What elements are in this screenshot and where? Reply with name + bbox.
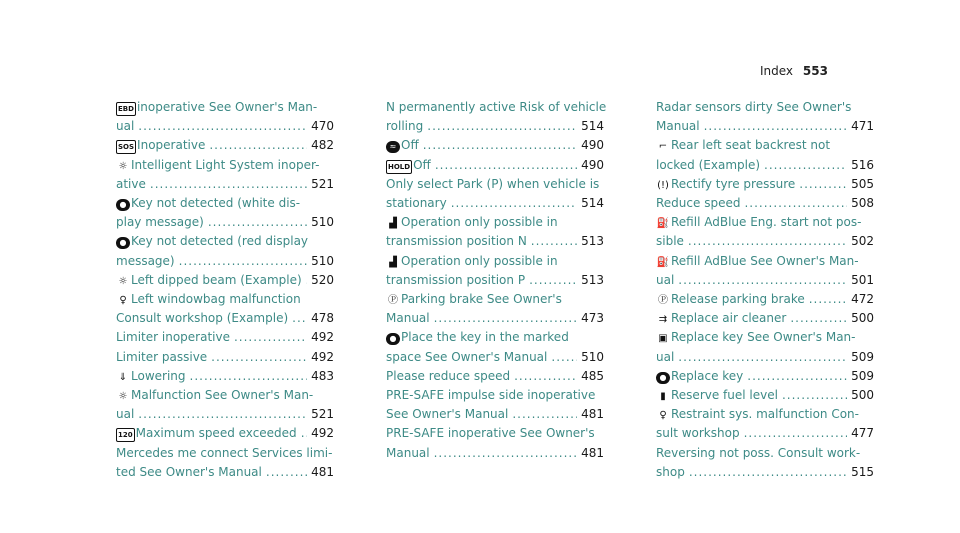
leader-dots — [512, 405, 577, 424]
leader-dots — [678, 271, 847, 290]
index-entry-line — [656, 309, 874, 328]
index-entry-text: Reversing not poss. Consult work- — [656, 445, 861, 460]
index-entry-text: Refill AdBlue See Owner's Man- — [671, 253, 859, 268]
airbag-icon: ♀ — [659, 410, 667, 422]
index-entry-line — [116, 424, 334, 443]
page-reference[interactable]: 520 — [311, 272, 334, 287]
index-entry[interactable] — [386, 367, 604, 386]
leader-dots — [435, 156, 577, 175]
index-entry-text: Left windowbag malfunction — [131, 292, 301, 307]
index-entry-text: Reduce speed — [656, 196, 741, 211]
index-entry-line — [116, 444, 334, 463]
index-entry[interactable] — [386, 98, 607, 136]
index-entry-line — [386, 348, 604, 367]
index-entry-line — [656, 348, 874, 367]
index-entry[interactable] — [656, 175, 874, 194]
index-entry-line — [656, 405, 874, 424]
page-reference[interactable]: 471 — [851, 119, 874, 134]
index-entry-text: Parking brake See Owner's — [401, 292, 562, 307]
index-entry-line — [386, 424, 604, 443]
index-entry-line — [386, 232, 604, 251]
index-entry-line — [656, 328, 874, 347]
index-entry[interactable] — [116, 290, 334, 328]
index-entry[interactable] — [656, 386, 874, 405]
lowering-icon: ⇓ — [118, 371, 128, 383]
index-entry[interactable] — [656, 194, 874, 213]
adblue-icon: ⛽ — [656, 256, 670, 268]
index-entry-text: Replace key — [671, 368, 744, 383]
index-entry[interactable] — [386, 175, 604, 213]
index-entry-text: Restraint sys. malfunction Con- — [671, 407, 859, 422]
index-entry-text: Off — [413, 157, 431, 172]
index-entry-text: play message) — [116, 215, 204, 230]
index-entry-text: Off — [401, 138, 419, 153]
index-entry-line — [116, 232, 334, 251]
leader-dots — [764, 156, 847, 175]
index-entry-line — [386, 156, 604, 175]
index-entry-line — [116, 98, 334, 117]
page-reference[interactable]: 477 — [851, 426, 874, 441]
index-entry-text: locked (Example) — [656, 157, 761, 172]
index-entry-text: Consult workshop (Example) — [116, 311, 289, 326]
index-column-2 — [386, 98, 607, 463]
index-entry[interactable] — [656, 328, 874, 366]
index-entry-line — [386, 136, 604, 155]
page-reference[interactable]: 481 — [311, 464, 334, 479]
index-entry-line — [656, 156, 874, 175]
leader-dots — [266, 463, 307, 482]
index-entry-line — [386, 117, 604, 136]
leader-dots — [744, 424, 848, 443]
page-reference[interactable]: 513 — [581, 234, 604, 249]
index-entry-text: Operation only possible in — [401, 253, 558, 268]
leader-dots — [301, 424, 307, 443]
light-icon: ☼ — [118, 275, 128, 287]
page-reference[interactable]: 510 — [581, 349, 604, 364]
air-filter-icon: ⇉ — [658, 314, 668, 326]
index-entry-text: ual — [116, 119, 135, 134]
index-entry-line — [386, 194, 604, 213]
page-reference[interactable]: 472 — [851, 292, 874, 307]
leader-dots — [782, 386, 847, 405]
index-entry[interactable] — [116, 98, 334, 136]
leader-dots — [423, 136, 577, 155]
leader-dots — [809, 290, 847, 309]
index-entry-text: Malfunction See Owner's Man- — [131, 388, 314, 403]
index-entry-text: ted See Owner's Manual — [116, 464, 262, 479]
index-entry[interactable] — [386, 252, 604, 290]
index-entry-text: space See Owner's Manual — [386, 349, 548, 364]
index-entry-line — [116, 328, 334, 347]
leader-dots — [744, 194, 847, 213]
leader-dots — [678, 348, 847, 367]
page-header — [760, 64, 828, 78]
traction-off-icon: ≈ — [386, 141, 400, 153]
index-entry[interactable] — [386, 328, 604, 366]
index-entry-text: Place the key in the marked — [401, 330, 569, 345]
leader-dots — [427, 117, 577, 136]
index-entry-line — [386, 367, 604, 386]
index-entry-text: Release parking brake — [671, 292, 805, 307]
index-entry-line — [656, 175, 874, 194]
leader-dots — [747, 367, 847, 386]
index-column-3 — [656, 98, 874, 482]
index-entry-text: Replace key See Owner's Man- — [671, 330, 856, 345]
index-entry[interactable] — [656, 444, 874, 482]
index-entry-line — [116, 252, 334, 271]
leader-dots — [790, 309, 847, 328]
page-reference[interactable]: 505 — [851, 176, 874, 191]
index-entry-line — [656, 444, 874, 463]
index-entry-line — [116, 136, 334, 155]
index-entry-text: sible — [656, 234, 684, 249]
index-entry-text: rolling — [386, 119, 424, 134]
index-title: Index — [760, 64, 794, 78]
index-entry-line — [116, 348, 334, 367]
index-entry-text: ual — [656, 349, 675, 364]
index-entry-text: Operation only possible in — [401, 215, 558, 230]
index-entry-text: See Owner's Manual — [386, 407, 509, 422]
index-entry[interactable] — [386, 424, 604, 462]
index-entry-line — [386, 252, 604, 271]
seat-icon: ⌐ — [658, 141, 668, 153]
leader-dots — [688, 232, 847, 251]
page-reference[interactable]: 521 — [311, 407, 334, 422]
leader-dots — [704, 117, 847, 136]
index-entry-line — [116, 213, 334, 232]
index-entry-text: Manual — [656, 119, 700, 134]
index-entry-text: ual — [116, 407, 135, 422]
page-reference[interactable]: 510 — [311, 253, 334, 268]
page-reference[interactable]: 483 — [311, 368, 334, 383]
page-reference[interactable]: 485 — [581, 368, 604, 383]
index-entry-line — [656, 232, 874, 251]
index-entry-text: inoperative See Owner's Man- — [136, 100, 318, 114]
parking-brake-icon: Ⓟ — [388, 295, 398, 307]
key-battery-icon: ▣ — [658, 333, 668, 345]
leader-dots — [138, 117, 307, 136]
page-reference[interactable]: 508 — [851, 196, 874, 211]
index-entry-text: ative — [116, 176, 146, 191]
fuel-icon: ▮ — [660, 391, 666, 403]
page-reference[interactable]: 501 — [851, 272, 874, 287]
leader-dots — [434, 309, 577, 328]
index-entry[interactable] — [116, 348, 334, 367]
index-entry[interactable] — [386, 290, 604, 328]
key-icon: ● — [116, 199, 130, 211]
page-reference[interactable]: 492 — [311, 330, 334, 345]
index-entry-text: Inoperative — [137, 138, 206, 153]
leader-dots — [209, 136, 307, 155]
hold-icon: HOLD — [386, 160, 412, 174]
index-entry-line — [116, 156, 334, 175]
leader-dots — [451, 194, 577, 213]
index-entry-line — [656, 271, 874, 290]
leader-dots — [211, 348, 307, 367]
tyre-pressure-icon: (!) — [657, 179, 669, 191]
index-entry[interactable] — [116, 194, 334, 232]
light-icon: ☼ — [118, 160, 128, 172]
index-entry[interactable] — [116, 367, 334, 386]
index-entry-line — [386, 444, 604, 463]
index-entry-text: PRE-SAFE inoperative See Owner's — [386, 426, 595, 441]
page-reference[interactable]: 481 — [581, 445, 604, 460]
index-entry[interactable] — [386, 213, 604, 251]
index-entry-text: Lowering — [131, 368, 186, 383]
index-entry-text: Please reduce speed — [386, 368, 511, 383]
index-entry-line — [116, 405, 334, 424]
index-entry-text: Manual — [386, 445, 430, 460]
index-entry-text: N permanently active Risk of vehicle — [386, 100, 607, 114]
index-entry-text: Reserve fuel level — [671, 388, 778, 403]
index-entry-line — [386, 271, 604, 290]
page-reference[interactable]: 514 — [581, 196, 604, 211]
index-entry-line — [386, 290, 604, 309]
index-entry-line — [656, 463, 874, 482]
leader-dots — [529, 271, 577, 290]
index-entry[interactable] — [116, 386, 334, 424]
index-entry-line — [386, 175, 604, 194]
index-entry-line — [656, 213, 874, 232]
speed-limit-icon: 120 — [116, 428, 135, 442]
index-entry-text: Intelligent Light System inoper- — [131, 157, 320, 172]
index-entry-text: Manual — [386, 311, 430, 326]
index-entry-text: transmission position N — [386, 234, 527, 249]
index-entry-text: message) — [116, 253, 175, 268]
leader-dots — [531, 232, 577, 251]
index-entry[interactable] — [656, 367, 874, 386]
key-icon: ● — [116, 237, 130, 249]
page-reference[interactable]: 473 — [581, 311, 604, 326]
index-entry-line — [116, 290, 334, 309]
index-entry-text: Limiter passive — [116, 349, 208, 364]
index-entry[interactable] — [386, 136, 604, 155]
index-entry-text: PRE-SAFE impulse side inoperative — [386, 388, 596, 403]
page-reference[interactable]: 502 — [851, 234, 874, 249]
leader-dots — [208, 213, 307, 232]
index-entry[interactable] — [116, 156, 334, 194]
index-entry-text: stationary — [386, 196, 447, 211]
page-reference[interactable]: 481 — [581, 407, 604, 422]
index-entry-text: Key not detected (red display — [131, 234, 309, 249]
key-icon: ● — [386, 333, 400, 345]
index-entry-line — [656, 252, 874, 271]
leader-dots — [514, 367, 577, 386]
parking-brake-icon: Ⓟ — [658, 295, 668, 307]
page-reference[interactable]: 490 — [581, 157, 604, 172]
page-number: 553 — [802, 64, 828, 78]
page-reference[interactable]: 492 — [311, 426, 334, 441]
page-reference[interactable]: 509 — [851, 349, 874, 364]
index-entry-line — [116, 367, 334, 386]
foot-brake-icon: ▟ — [389, 256, 397, 268]
index-entry-line — [656, 386, 874, 405]
index-entry-line — [656, 424, 874, 443]
index-entry-line — [116, 463, 334, 482]
page-reference[interactable]: 509 — [851, 368, 874, 383]
index-entry-line — [656, 98, 874, 117]
index-column-1 — [116, 98, 334, 482]
index-entry[interactable] — [116, 328, 334, 347]
foot-brake-icon: ▟ — [389, 218, 397, 230]
index-entry[interactable] — [116, 444, 334, 482]
page-reference[interactable]: 500 — [851, 388, 874, 403]
index-entry[interactable] — [656, 309, 874, 328]
index-entry-text: Mercedes me connect Services limi- — [116, 445, 333, 460]
index-entry[interactable] — [116, 136, 334, 155]
index-entry[interactable] — [656, 252, 874, 290]
index-entry[interactable] — [656, 98, 874, 136]
index-entry-line — [656, 194, 874, 213]
index-entry-line — [386, 405, 604, 424]
index-entry-line — [656, 290, 874, 309]
index-entry-line — [116, 117, 334, 136]
index-entry-line — [386, 328, 604, 347]
index-entry-text: ual — [656, 272, 675, 287]
index-entry-text: Refill AdBlue Eng. start not pos- — [671, 215, 862, 230]
index-entry-text: Rectify tyre pressure — [671, 176, 796, 191]
index-entry-line — [116, 271, 334, 290]
index-entry-line — [116, 386, 334, 405]
page-reference[interactable]: 516 — [851, 157, 874, 172]
index-entry[interactable] — [116, 424, 334, 443]
index-entry-line — [656, 136, 874, 155]
index-entry-text: Radar sensors dirty See Owner's — [656, 100, 852, 114]
index-entry-line — [116, 175, 334, 194]
page-reference[interactable]: 514 — [581, 119, 604, 134]
key-icon: ● — [656, 372, 670, 384]
index-entry-text: Left dipped beam (Example) — [131, 272, 302, 287]
page-reference[interactable]: 510 — [311, 215, 334, 230]
leader-dots — [179, 252, 307, 271]
adblue-icon: ⛽ — [656, 218, 670, 230]
page-reference[interactable]: 482 — [311, 138, 334, 153]
leader-dots — [150, 175, 307, 194]
index-entry-text: Rear left seat backrest not — [671, 138, 831, 153]
leader-dots — [306, 271, 307, 290]
leader-dots — [138, 405, 307, 424]
page-reference[interactable]: 521 — [311, 176, 334, 191]
index-entry-line — [116, 194, 334, 213]
index-entry[interactable] — [656, 213, 874, 251]
index-entry-text: transmission position P — [386, 272, 526, 287]
leader-dots — [551, 348, 577, 367]
sos-icon: SOS — [116, 140, 136, 154]
index-entry-line — [116, 309, 334, 328]
leader-dots — [689, 463, 847, 482]
index-entry[interactable] — [116, 271, 334, 290]
index-entry-line — [656, 367, 874, 386]
leader-dots — [434, 444, 577, 463]
index-entry-line — [386, 309, 604, 328]
index-entry[interactable] — [656, 405, 874, 443]
leader-dots — [190, 367, 308, 386]
leader-dots — [799, 175, 847, 194]
index-entry[interactable] — [656, 136, 874, 174]
index-entry-text: Key not detected (white dis- — [131, 196, 301, 211]
index-entry-text: shop — [656, 464, 685, 479]
airbag-icon: ♀ — [119, 295, 127, 307]
ebd-icon: EBD — [116, 102, 136, 116]
index-entry-line — [386, 213, 604, 232]
index-entry-text: Replace air cleaner — [671, 311, 787, 326]
index-entry-text: sult workshop — [656, 426, 740, 441]
index-entry[interactable] — [116, 232, 334, 270]
light-icon: ☼ — [118, 391, 128, 403]
index-entry-line — [386, 386, 604, 405]
index-entry-line — [386, 98, 607, 117]
page-reference[interactable]: 478 — [311, 311, 334, 326]
index-entry-text: Limiter inoperative — [116, 330, 230, 345]
page-reference[interactable]: 490 — [581, 138, 604, 153]
index-entry-line — [656, 117, 874, 136]
page-reference[interactable]: 492 — [311, 349, 334, 364]
page-reference[interactable]: 515 — [851, 464, 874, 479]
index-entry[interactable] — [656, 290, 874, 309]
index-entry-text: Only select Park (P) when vehicle is — [386, 176, 600, 191]
index-entry-text: Maximum speed exceeded — [135, 426, 297, 441]
index-entry[interactable] — [386, 386, 604, 424]
page-reference[interactable]: 500 — [851, 311, 874, 326]
index-entry[interactable] — [386, 156, 604, 175]
page-reference[interactable]: 470 — [311, 119, 334, 134]
page-reference[interactable]: 513 — [581, 272, 604, 287]
leader-dots — [234, 328, 307, 347]
leader-dots — [292, 309, 307, 328]
